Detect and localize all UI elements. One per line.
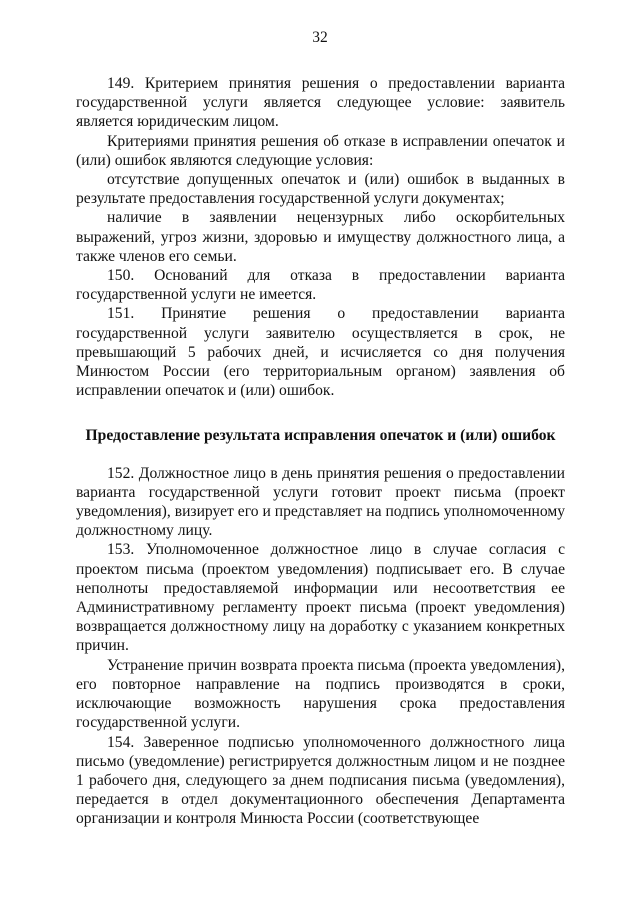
section-heading: Предоставление результата исправления опечаток и (или) ошибок [85, 427, 556, 445]
paragraph-refusal-criteria: Критериями принятия решения об отказе в исправлении опечаток и (или) ошибок являются следующие условия: [76, 132, 565, 169]
paragraph-149: 149. Критерием принятия решения о предоставлении варианта государственной услуги является следующее условие: заявитель является юридическим лицом. [76, 75, 565, 131]
paragraph-152: 152. Должностное лицо в день принятия решения о предоставлении варианта государственной услуги готовит проект письма (проект уведомления), визирует его и представляет на подпись уполномоченному должностному лицу. [76, 464, 565, 540]
document-body [76, 74, 565, 829]
paragraph-153: 153. Уполномоченное должностное лицо в случае согласия с проектом письма (проектом уведомления) подписывает его. В случае неполноты предоставляемой информации или несоответствия ее Административному регламенту проект письма (проект уведомления) возвращается должностному лицу на доработку с указанием конкретных причин. [76, 541, 565, 655]
paragraph-151: 151. Принятие решения о предоставлении варианта государственной услуги заявителю осуществляется в срок, не превышающий 5 рабочих дней, и исчисляется со дня получения Минюстом России (его территориальным органом) заявления об исправлении опечаток и (или) ошибок. [76, 305, 565, 400]
paragraph-154: 154. Заверенное подписью уполномоченного должностного лица письмо (уведомление) регистрируется должностным лицом и не позднее 1 рабочего дня, следующего за днем подписания письма (уведомления), передается в отдел документационного обеспечения Департамента организации и контроля Минюста России (соответствующее [76, 733, 565, 828]
paragraph-return-elimination: Устранение причин возврата проекта письма (проекта уведомления), его повторное направление на подпись производятся в сроки, исключающие возможность нарушения срока предоставления государственной услуги. [76, 656, 565, 732]
paragraph-condition-no-errors: отсутствие допущенных опечаток и (или) ошибок в выданных в результате предоставления государственной услуги документах; [76, 171, 565, 208]
paragraph-150: 150. Оснований для отказа в предоставлении варианта государственной услуги не имеется. [76, 267, 565, 304]
paragraph-condition-offensive: наличие в заявлении нецензурных либо оскорбительных выражений, угроз жизни, здоровью и имуществу должностного лица, а также членов его семьи. [76, 209, 565, 265]
page-number: 32 [312, 29, 328, 46]
